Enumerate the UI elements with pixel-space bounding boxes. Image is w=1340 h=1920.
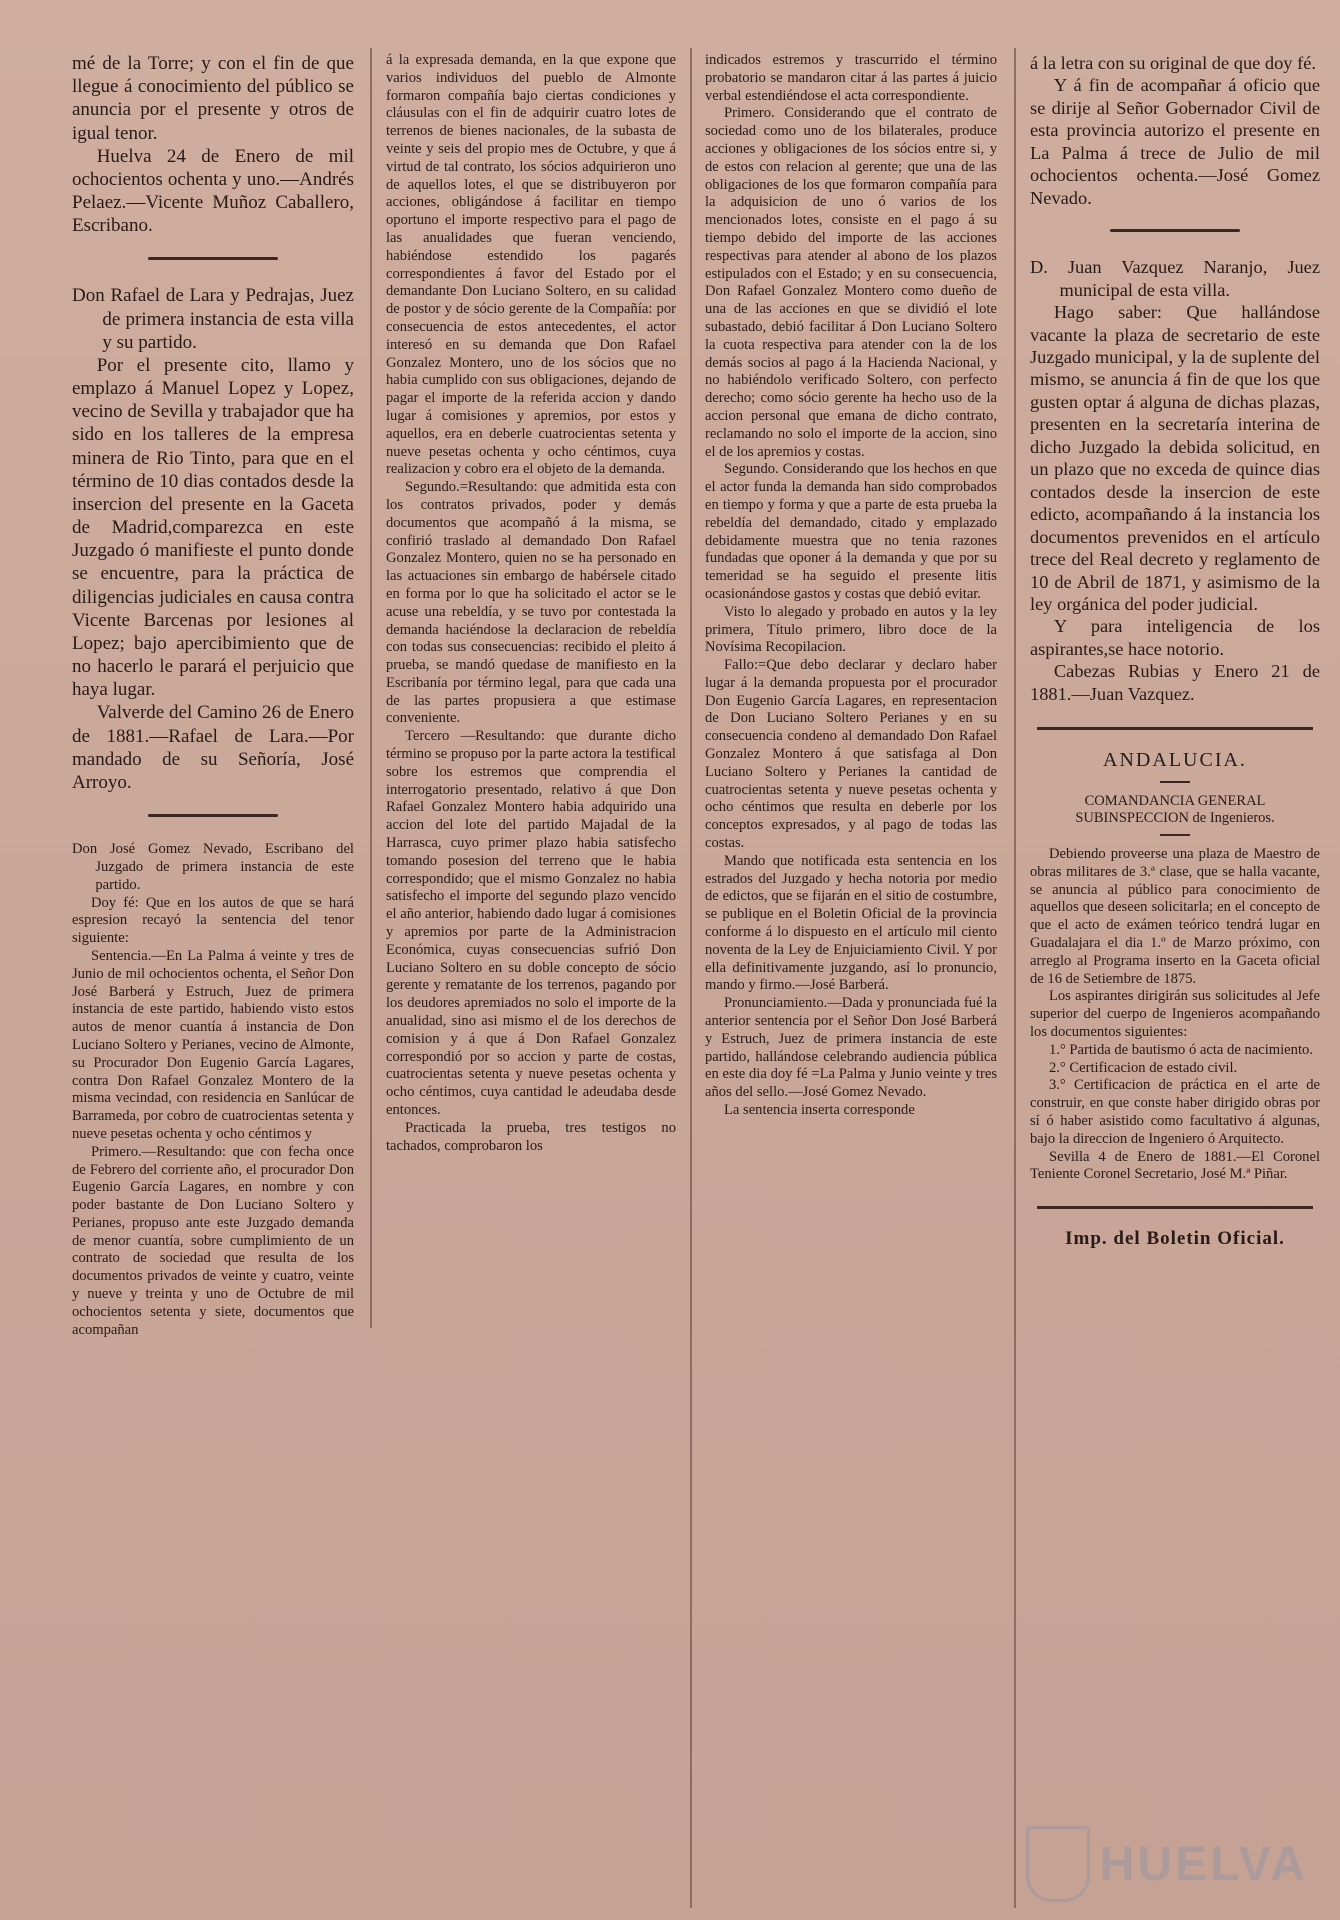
edict-heading: Don Rafael de Lara y Pedrajas, Juez de primera instancia de esta villa y su partido. [72, 285, 354, 353]
paragraph: Por el presente cito, llamo y emplazo á Manuel Lopez y Lopez, vecino de Sevilla y trabajador que ha sido en los talleres de la empresa minera de Rio Tinto, para que en el término de 10 dias contados desde la insercion del presente en la Gaceta de Madrid,comparezca en este Juzgado ó manifieste el punto donde se encuentre, para la práctica de diligencias judiciales en causa contra Vicente Barcenas por lesiones al Lopez; bajo apercibimiento que de no hacerlo le parará el perjuicio que haya lugar. [72, 354, 354, 701]
column-divider [690, 48, 692, 1908]
separator [1037, 1206, 1313, 1209]
watermark [1026, 1826, 1308, 1902]
paragraph: á la expresada demanda, en la que expone que varios individuos del pueblo de Almonte formaron compañía bajo ciertas condiciones y cláusulas con el fin de adquirir cuatro lotes de terrenos de bienes nacionales, de la subasta de veinte y seis del propio mes de Octubre, y que á virtud de tal contrato, los sócios adquirieron uno de aquellos lotes, el que se distribuyeron por acciones, obligándose á facilitar en tiempo oportuno el importe respectivo para el pago de las anualidades que fueran venciendo, habiéndose estendido los pagarés correspondientes á favor del Estado por el demandante Don Luciano Soltero, en su calidad de postor y de sócio gerente de la Compañía: por consecuencia de estos antecedentes, el actor interesó en su demanda que Don Rafael Gonzalez Montero, uno de los sócios que no habia cumplido con sus obligaciones, dejando de pagar el importe de la referida accion y dando lugar á comisiones y apremios, por estos y aquellos, era en deberle cuatrocientas setenta y nueve pesetas ochenta y ocho céntimos, cuya realizacion y cobro era el objeto de la demanda. [386, 52, 676, 478]
edict-lara [72, 284, 354, 794]
paragraph: Tercero —Resultando: que durante dicho término se propuso por la parte actora la testifical sobre los estremos que comprendia el interrogatorio presentado, relativo á que Don Rafael Gonzalez Montero habia adquirido una accion del lote del partido Majadal de la Harrasca, cuyo primer plazo habia satisfecho tomando posesion del terreno que le habia correspondido; que el mismo Gonzalez no habia satisfecho el importe del segundo plazo vencido el año anterior, habiendo dado lugar á comisiones y apremios por parte de la Administracion Económica, cuyas consecuencias sufrió Don Luciano Soltero en su doble concepto de sócio gerente y rematante de los terrenos, pagando por los deudores apremiados no solo el importe de la anualidad, sino asi mismo el de los derechos de comision y á que á Don Rafael Gonzalez correspondió por so accion y parte de costas, cuatrocientas setenta y nueve pesetas ochenta y ocho céntimos, cuya cantidad le adeudaba desde entonces. [386, 728, 676, 1119]
paragraph: La sentencia inserta corresponde [723, 1102, 915, 1119]
edict-heading: Don José Gomez Nevado, Escribano del Juzgado de primera instancia de este partido. [72, 841, 354, 893]
certificate-gomez [72, 841, 354, 1339]
announcement-ingenieros [1030, 846, 1320, 1184]
list-item: 3.° Certificacion de práctica en el arte de construir, en que conste haber dirigido obras por sí ó haber asistido como facultativo á algunas, bajo la direccion de Ingeniero ó Arquitecto. [1030, 1077, 1320, 1147]
section-heading: ANDALUCIA. [1103, 749, 1247, 772]
imprint: Imp. del Boletin Oficial. [1065, 1228, 1285, 1250]
column-4 [1030, 52, 1320, 1896]
signature: Valverde del Camino 26 de Enero de 1881.—Rafael de Lara.—Por mandado de su Señoría, José Arroyo. [72, 702, 354, 793]
separator [148, 257, 278, 260]
watermark-text: HUELVA [1099, 1837, 1308, 1891]
paragraph: Primero. Considerando que el contrato de sociedad como uno de los bilaterales, produce acciones y obligaciones de los sócios entre si, y de estos con relacion al gerente; que una de las obligaciones de los que formaron compañía para la adquisicion de uno ó varios de los mencionados lotes, consiste en el pago á su tiempo debido del importe de las acciones respectivas para atender al abono de los plazos estipulados con el Estado; y en su consecuencia, Don Rafael Gonzalez Montero como dueño de una de las acciones en que se dividió el lote subastado, debió facilitar á Don Luciano Soltero la cuota respectiva para atender con la de los demás socios al pago á la Hacienda Nacional, y no habiéndolo verificado Soltero, con perfecto derecho; como sócio gerente ha hecho uso de la accion personal que emana de dicho contrato, reclamando no solo el importe de la accion, sino el de los apremios y costas. [705, 105, 997, 460]
paragraph: Hago saber: Que hallándose vacante la plaza de secretario de este Juzgado municipal, y la de suplente del mismo, se anuncia á fin de que los que gusten optar á alguna de dichas plazas, presenten en la secretaría interina de dicho Juzgado la debida solicitud, en un plazo que no exceda de quince dias contados desde la insercion de este edicto, acompañando á la instancia los documentos prevenidos en el artículo trece del Real decreto y reglamento de 10 de Abril de 1871, y asimismo de la ley orgánica del poder judicial. [1030, 302, 1320, 614]
column-3 [705, 52, 997, 1896]
paragraph: Y para inteligencia de los aspirantes,se hace notorio. [1030, 616, 1320, 659]
paragraph: Primero.—Resultando: que con fecha once de Febrero del corriente año, el procurador Don Eugenio García Lagares, en nombre y con poder bastante de Don Luciano Soltero y Perianes, propuso ante este Juzgado demanda de menor cuantía, sobre cumplimiento de un contrato de sociedad que resulta de los documentos privados de veinte y cuatro, veinte y nueve y treinta y uno de Octubre de mil ochocientos setenta y siete, documentos que acompañan [72, 1143, 354, 1338]
column-divider [370, 48, 372, 1328]
paragraph: indicados estremos y trascurrido el término probatorio se mandaron citar á las partes á juicio verbal estendiéndose el acta correspondiente. [705, 52, 997, 104]
paragraph: Pronunciamiento.—Dada y pronunciada fué la anterior sentencia por el Señor Don José Barberá y Estruch, Juez de primera instancia de este partido, hallándose celebrando audiencia pública en este dia doy fé =La Palma y Junio veinte y tres años del sello.—José Gomez Nevado. [705, 995, 997, 1101]
paragraph: Visto lo alegado y probado en autos y la ley primera, Título primero, libro doce de la Novísima Recopilacion. [705, 603, 997, 656]
paragraph: Segundo.=Resultando: que admitida esta con los contratos privados, poder y demás documentos que acompañó á la misma, se confirió traslado al demandado Don Rafael Gonzalez Montero, quien no se ha personado en las actuaciones sin embargo de habérsele citado en forma por lo que ha solicitado el actor se le acuse una rebeldía, y se tuvo por contestada la demanda haciéndose la declaracion de rebeldía con todas sus consecuencias: recibido el pleito á prueba, se mandó quedase de manifiesto en la Escribanía por término legal, para que cada una de las partes propusiera a que estimase conveniente. [386, 479, 676, 727]
paragraph: Fallo:=Que debo declarar y declaro haber lugar á la demanda propuesta por el procurador Don Eugenio García Lagares, en representacion de Don Luciano Soltero Perianes y en su consecuencia condeno al demandado Don Rafael Gonzalez Montero á que satisfaga al Don Luciano Soltero y Perianes la cantidad de cuatrocientas setenta y nueve pesetas ochenta y ocho céntimos que resulta en deberle por los conceptos expresados, y al pago de todas las costas. [705, 657, 997, 852]
column-divider [1014, 48, 1016, 1908]
separator [1110, 229, 1240, 232]
section-subtitle: COMANDANCIA GENERAL SUBINSPECCION de Ingenieros. [1075, 792, 1275, 827]
paragraph: mé de la Torre; y con el fin de que llegue á conocimiento del público se anuncia por el presente y otros de igual tenor. [72, 53, 354, 144]
column-1 [72, 52, 354, 1896]
separator [148, 814, 278, 817]
paragraph: Sentencia.—En La Palma á veinte y tres de Junio de mil ochocientos ochenta, el Señor Don José Barberá y Estruch, Juez de primera instancia de este partido, habiendo visto estos autos de menor cuantía á instancia de Don Luciano Soltero y Perianes, vecino de Almonte, su Procurador Don Eugenio García Lagares, contra Don Rafael Gonzalez Montero de la misma vecindad, con residencia en Sanlúcar de Barrameda, por cobro de cuatrocientas setenta y nueve pesetas ochenta y ocho céntimos y [72, 947, 354, 1142]
paragraph: Segundo. Considerando que los hechos en que el actor funda la demanda han sido comprobados en tiempo y forma y que a parte de esta prueba la rebeldía del demandado, citado y emplazado debidamente muestra que no tenia razones fundadas que oponer á la demanda y que por su temeridad se ha seguido el presente litis ocasionándose gastos y costas que debió evitar. [705, 461, 997, 602]
paragraph: Los aspirantes dirigirán sus solicitudes al Jefe superior del cuerpo de Ingenieros acompañando los documentos siguientes: [1030, 988, 1320, 1040]
paragraph: Practicada la prueba, tres testigos no tachados, comprobaron los [386, 1119, 676, 1154]
edict-vazquez [1030, 256, 1320, 705]
list-item: 1.° Partida de bautismo ó acta de nacimiento. [1048, 1041, 1313, 1058]
signature: Cabezas Rubias y Enero 21 de 1881.—Juan Vazquez. [1030, 661, 1320, 704]
separator [1160, 834, 1190, 836]
signature: Sevilla 4 de Enero de 1881.—El Coronel Teniente Coronel Secretario, José M.ª Piñar. [1030, 1148, 1320, 1183]
paragraph: Huelva 24 de Enero de mil ochocientos ochenta y uno.—Andrés Pelaez.—Vicente Muñoz Caballero, Escribano. [72, 145, 354, 237]
separator [1160, 781, 1190, 783]
paragraph: Y á fin de acompañar á oficio que se dirije al Señor Gobernador Civil de esta provincia autorizo el presente en La Palma á trece de Julio de mil ochocientos ochenta.—José Gomez Nevado. [1030, 75, 1320, 208]
column-2 [386, 52, 676, 1896]
crest-icon [1026, 1826, 1090, 1902]
paragraph: Debiendo proveerse una plaza de Maestro de obras militares de 3.ª clase, que se halla vacante, se anuncia al público para conocimiento de aquellos que deseen solicitarla; en el concepto de que el acto de exámen teórico tendrá lugar en Guadalajara el dia 1.º de Marzo próximo, con arreglo al Programa inserto en la Gaceta oficial de 16 de Setiembre de 1875. [1030, 846, 1320, 987]
list-item: 2.° Certificacion de estado civil. [1048, 1059, 1238, 1076]
paragraph: Mando que notificada esta sentencia en los estrados del Juzgado y hecha notoria por medio de edictos, que se fijarán en el sitio de costumbre, se publique en el Boletin Oficial de la provincia conforme á lo dispuesto en el artículo mil ciento noventa de la Ley de Enjuiciamiento Civil. Y por ella definitivamente juzgando, así lo pronuncio, mando y firmo.—José Barberá. [705, 852, 997, 994]
edict-heading: D. Juan Vazquez Naranjo, Juez municipal de esta villa. [1030, 257, 1320, 300]
paragraph: Doy fé: Que en los autos de que se hará espresion recayó la sentencia del tenor siguiente: [72, 894, 354, 947]
separator [1037, 727, 1313, 730]
paragraph: á la letra con su original de que doy fé. [1030, 53, 1316, 73]
